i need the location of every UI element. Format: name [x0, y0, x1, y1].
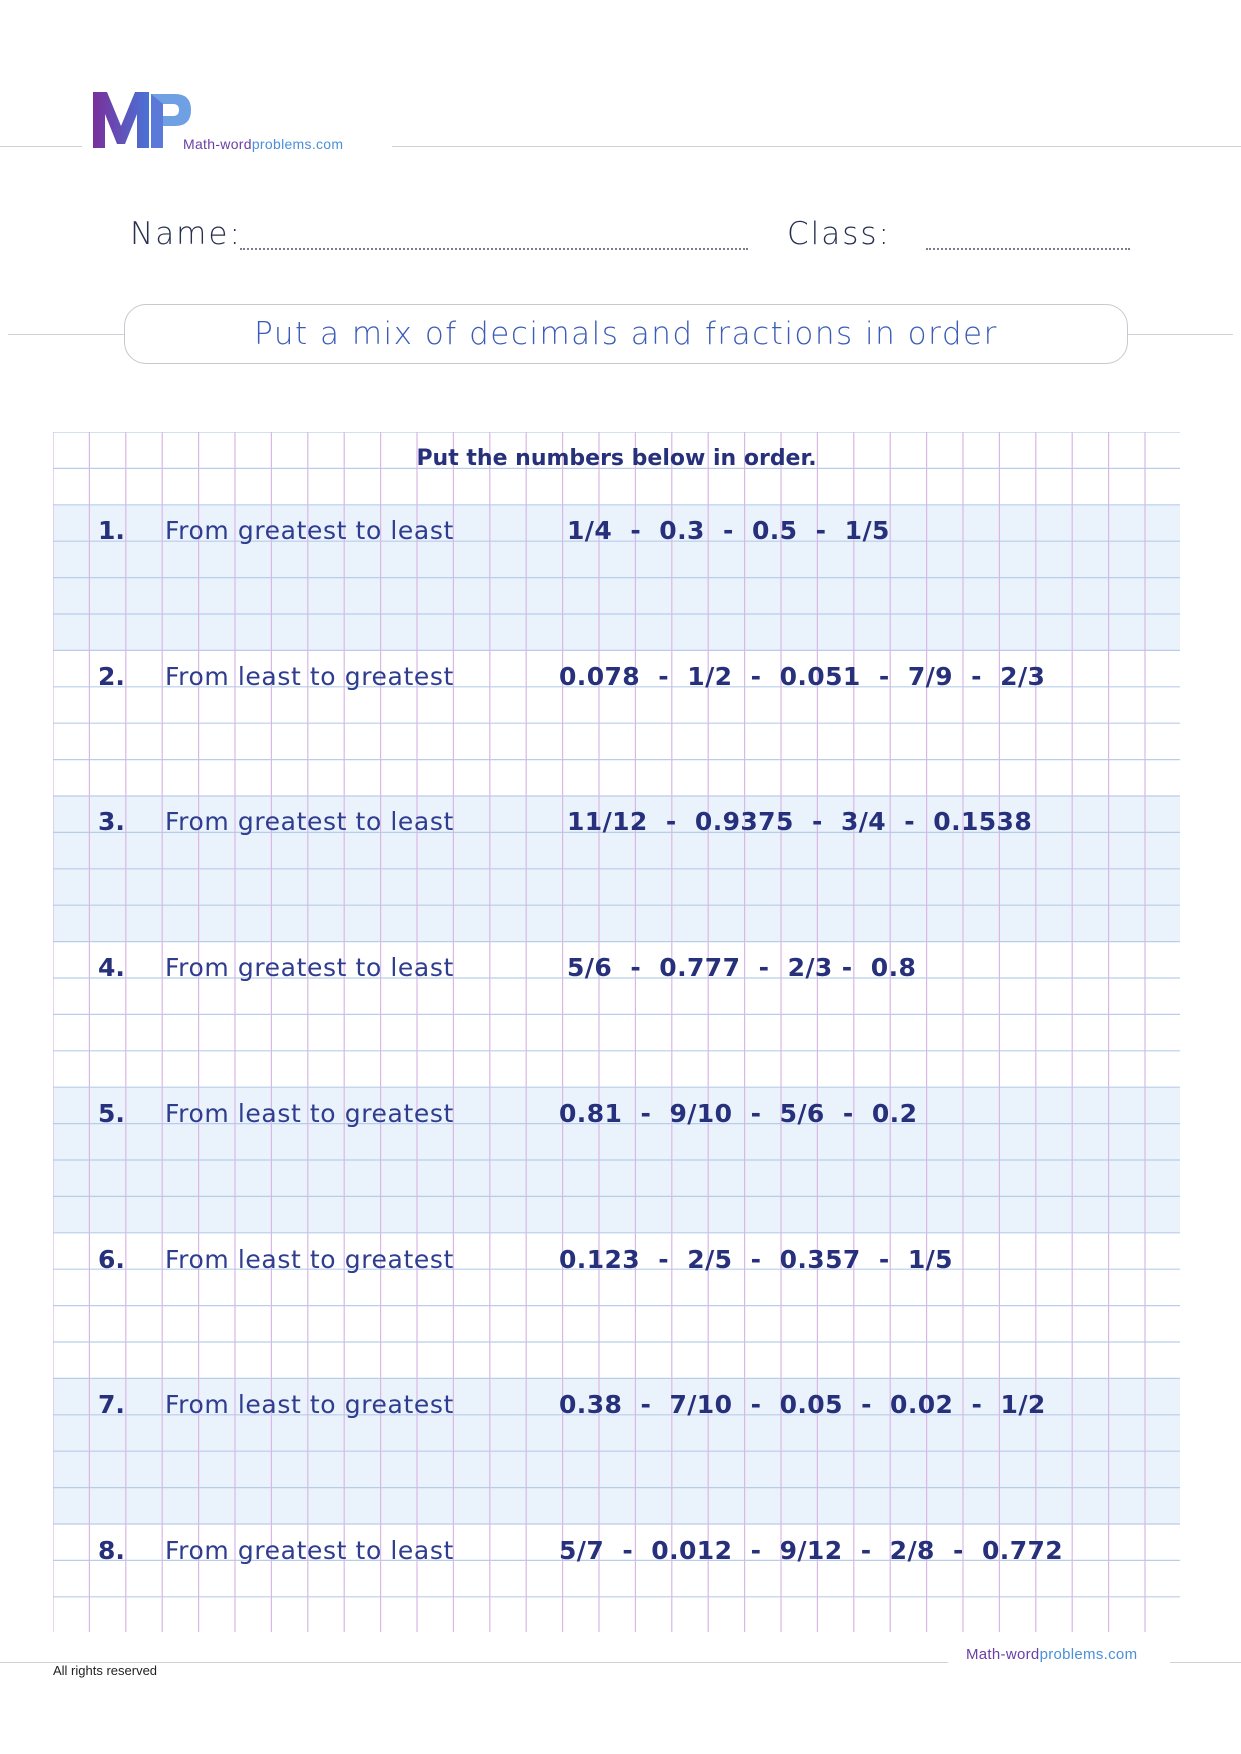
question-row [0, 1099, 1241, 1139]
question-direction: From greatest to least [165, 516, 454, 545]
question-row [0, 1536, 1241, 1576]
class-field[interactable] [926, 248, 1130, 250]
worksheet-title-box [124, 304, 1128, 364]
question-number: 7. [98, 1390, 125, 1419]
question-row [0, 662, 1241, 702]
question-row [0, 516, 1241, 556]
title-rule-left [8, 334, 124, 335]
question-row [0, 1245, 1241, 1285]
footer-rule-right [1170, 1662, 1241, 1663]
question-row [0, 1390, 1241, 1430]
question-direction: From least to greatest [165, 662, 454, 691]
copyright-notice: All rights reserved [53, 1663, 158, 1678]
header-rule-left [0, 146, 82, 147]
question-numbers: 11/12 - 0.9375 - 3/4 - 0.1538 [567, 807, 1033, 836]
worksheet-title: Put a mix of decimals and fractions in order [254, 316, 998, 352]
question-number: 1. [98, 516, 125, 545]
header-rule-right [392, 146, 1241, 147]
question-number: 8. [98, 1536, 125, 1565]
question-numbers: 0.38 - 7/10 - 0.05 - 0.02 - 1/2 [559, 1390, 1046, 1419]
title-rule-right [1128, 334, 1233, 335]
footer-site-name[interactable]: Math-wordproblems.com [966, 1646, 1138, 1663]
name-field[interactable] [240, 248, 748, 250]
question-number: 2. [98, 662, 125, 691]
question-row [0, 953, 1241, 993]
grid-paper [53, 432, 1180, 1632]
instruction: Put the numbers below in order. [416, 446, 817, 471]
question-numbers: 0.81 - 9/10 - 5/6 - 0.2 [559, 1099, 918, 1128]
question-numbers: 0.123 - 2/5 - 0.357 - 1/5 [559, 1245, 953, 1274]
question-direction: From least to greatest [165, 1245, 454, 1274]
logo-site-name: Math-wordproblems.com [183, 136, 344, 152]
question-number: 5. [98, 1099, 125, 1128]
question-numbers: 5/7 - 0.012 - 9/12 - 2/8 - 0.772 [559, 1536, 1064, 1565]
question-number: 6. [98, 1245, 125, 1274]
question-direction: From greatest to least [165, 1536, 454, 1565]
question-numbers: 1/4 - 0.3 - 0.5 - 1/5 [567, 516, 890, 545]
grid-lines [53, 432, 1180, 1632]
site-logo [88, 92, 388, 164]
question-numbers: 0.078 - 1/2 - 0.051 - 7/9 - 2/3 [559, 662, 1046, 691]
question-direction: From greatest to least [165, 953, 454, 982]
question-direction: From least to greatest [165, 1099, 454, 1128]
question-numbers: 5/6 - 0.777 - 2/3 - 0.8 [567, 953, 917, 982]
name-label: Name: [130, 216, 242, 252]
mwp-logo-icon [93, 92, 193, 148]
question-number: 3. [98, 807, 125, 836]
question-number: 4. [98, 953, 125, 982]
question-direction: From greatest to least [165, 807, 454, 836]
question-row [0, 807, 1241, 847]
question-direction: From least to greatest [165, 1390, 454, 1419]
class-label: Class: [787, 216, 892, 252]
